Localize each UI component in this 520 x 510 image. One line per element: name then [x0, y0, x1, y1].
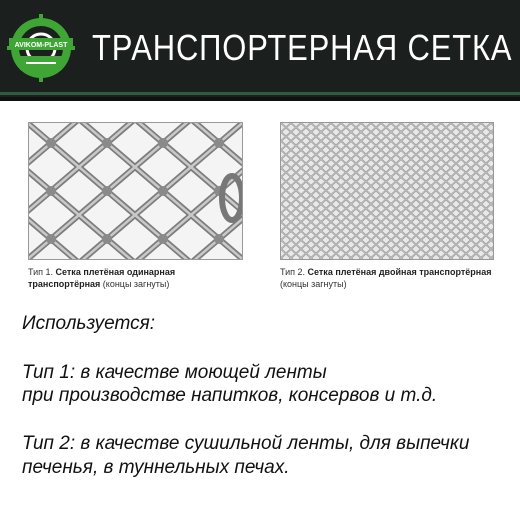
type1-line1: Тип 1: в качестве моющей ленты	[22, 362, 327, 383]
company-logo	[6, 12, 76, 82]
type2-line2: печенья, в туннельных печах.	[22, 457, 290, 478]
type1-line2: при производстве напитков, консервов и т.д.	[22, 385, 438, 406]
header-stripe-dark	[0, 97, 520, 101]
logo-text: AVIKOM-PLAST	[14, 42, 68, 49]
header-stripe	[0, 92, 520, 95]
caption-type2: Тип 2. Сетка плетёная двойная транспортёрная (концы загнуты)	[280, 267, 492, 289]
type2-line1: Тип 2: в качестве сушильной ленты, для выпечки	[22, 433, 470, 454]
header-banner	[0, 0, 520, 101]
double-mesh-image	[280, 122, 494, 260]
used-heading: Используется:	[22, 313, 155, 334]
caption-type1: Тип 1. Сетка плетёная одинарная транспортёрная (концы загнуты)	[28, 267, 176, 289]
page-title: ТРАНСПОРТЕРНАЯ СЕТКА	[92, 27, 513, 68]
single-mesh-image	[28, 122, 243, 260]
